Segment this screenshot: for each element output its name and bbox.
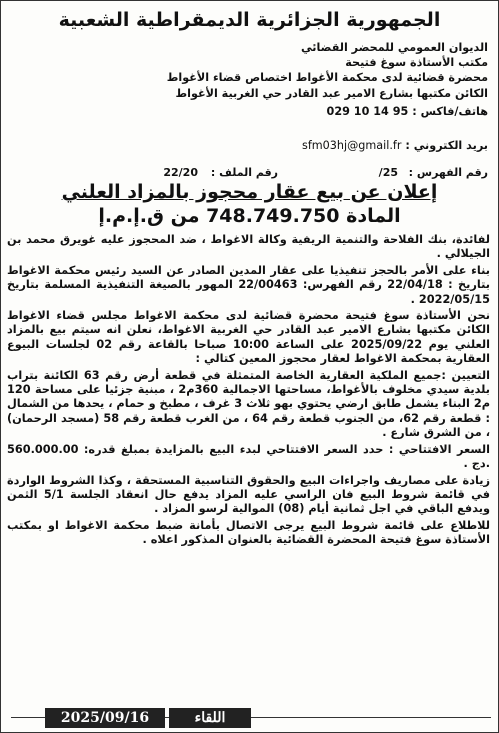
index-label: رقم الفهرس :: [408, 166, 488, 179]
header-email-row: [8, 139, 488, 154]
announcement-article: المادة 748.749.750 من ق.إ.م.إ: [98, 205, 401, 227]
header-office: الديوان العمومي للمحضر القضائي: [300, 41, 488, 54]
body-opening-price: السعر الافتتاحي : حدد السعر الافتتاحي لبدء البيع بالمزايدة بمبلغ قدره: 560.000.00 .دج .: [7, 442, 490, 471]
header-title: الجمهورية الجزائرية الديمقراطية الشعبية: [58, 9, 441, 31]
file-value: 22/20: [163, 166, 198, 179]
announcement-title: [1, 181, 498, 203]
header-address: الكائن مكتبها بشارع الامير عبد القادر حي الغربية الأغواط: [175, 87, 488, 100]
notice-body: [7, 233, 490, 550]
header-jurisdiction: محضرة قضائية لدى محكمة الأغواط اختصاص قضاء الأغواط: [166, 71, 488, 84]
reference-row: [8, 166, 488, 182]
phone-label: هاتف/فاكس :: [412, 105, 488, 118]
phone-value: 029 10 14 95: [326, 105, 409, 118]
newspaper-name: اللقاء: [169, 708, 251, 728]
footer: [11, 706, 261, 728]
email-label: بريد الكتروني :: [405, 139, 488, 152]
header-phone-row: [8, 105, 488, 120]
header-bailiff-name: مكتب الأستاذة سوغ فتيحة: [345, 56, 488, 69]
announcement-title-text: إعلان عن بيع عقار محجوز بالمزاد العلني: [61, 181, 438, 203]
publication-date: 2025/09/16: [45, 708, 165, 728]
email-value: sfm03hj@gmail.fr: [302, 139, 402, 152]
body-contact-info: للاطلاع على قائمة شروط البيع يرجى الاتصال بأمانة ضبط محكمة الاغواط او بمكتب الأستاذة سوغ فتيحة المحضرة القضائية بالعنوان المذكور اعلاه .: [7, 518, 490, 547]
body-beneficiary: لفائدة، بنك الفلاحة والتنمية الريفية وكالة الاغواط ، ضد المحجوز عليه غويرق محمد بن الجيلالي .: [7, 233, 490, 261]
body-sale-announcement: نحن الأستاذة سوغ فتيحة محضرة قضائية لدى محكمة الاغواط مجلس قضاء الاغواط الكائن مكتبها بشارع الامير عبد القادر حي الغربية الاغواط، نعلن انه سيتم بيع بالمزاد العلني يوم 2025/09/22 على الساعة 10:00 صباحا بالقاعة رقم 02 لجلسات البيوع العقارية بمحكمة الاغواط لعقار محجوز المعين كتالي :: [7, 309, 491, 366]
file-label: رقم الملف :: [210, 166, 278, 179]
body-order-reference: بناء على الأمر بالحجز تنفيذيا على عقار المدين الصادر عن السيد رئيس محكمة الاغواط بتاريخ : 22/04/18 رقم الفهرس: 22/00463 المهور بالصيغة التنفيذية المسلمة بتاريخ 2022/05/15 .: [7, 263, 490, 306]
body-payment-terms: زيادة على مصاريف واجراءات البيع والحقوق التناسبية المستحقة ، وكذا الشروط الواردة في قائمة شروط البيع فان الراسي عليه المزاد يدفع حال انعقاد الجلسة 5/1 الثمن ويدفع الباقي في اجل ثمانية أيام (08) الموالية لرسو المزاد .: [7, 473, 490, 516]
index-value: /25: [378, 166, 398, 179]
body-property-description: التعيين :جميع الملكية العقارية الخاصة المتمثلة في قطعة أرض رقم 63 الكائنة بتراب بلدية سيدي مخلوف بالأغواط، مساحتها الاجمالية 360م2 ، مبنية جزئيا على مساحة 120 م2 البناء يشمل طابق ارضي يحتوي بهو ثلاث 3 غرف ، مطبخ و حمام ، يحدها من الشمال : قطعة رقم 62، من الجنوب قطعة رقم 64 ، من الغرب قطعة رقم 58 (مسجد الرحمان) ، من الشرق شارع .: [7, 368, 491, 440]
